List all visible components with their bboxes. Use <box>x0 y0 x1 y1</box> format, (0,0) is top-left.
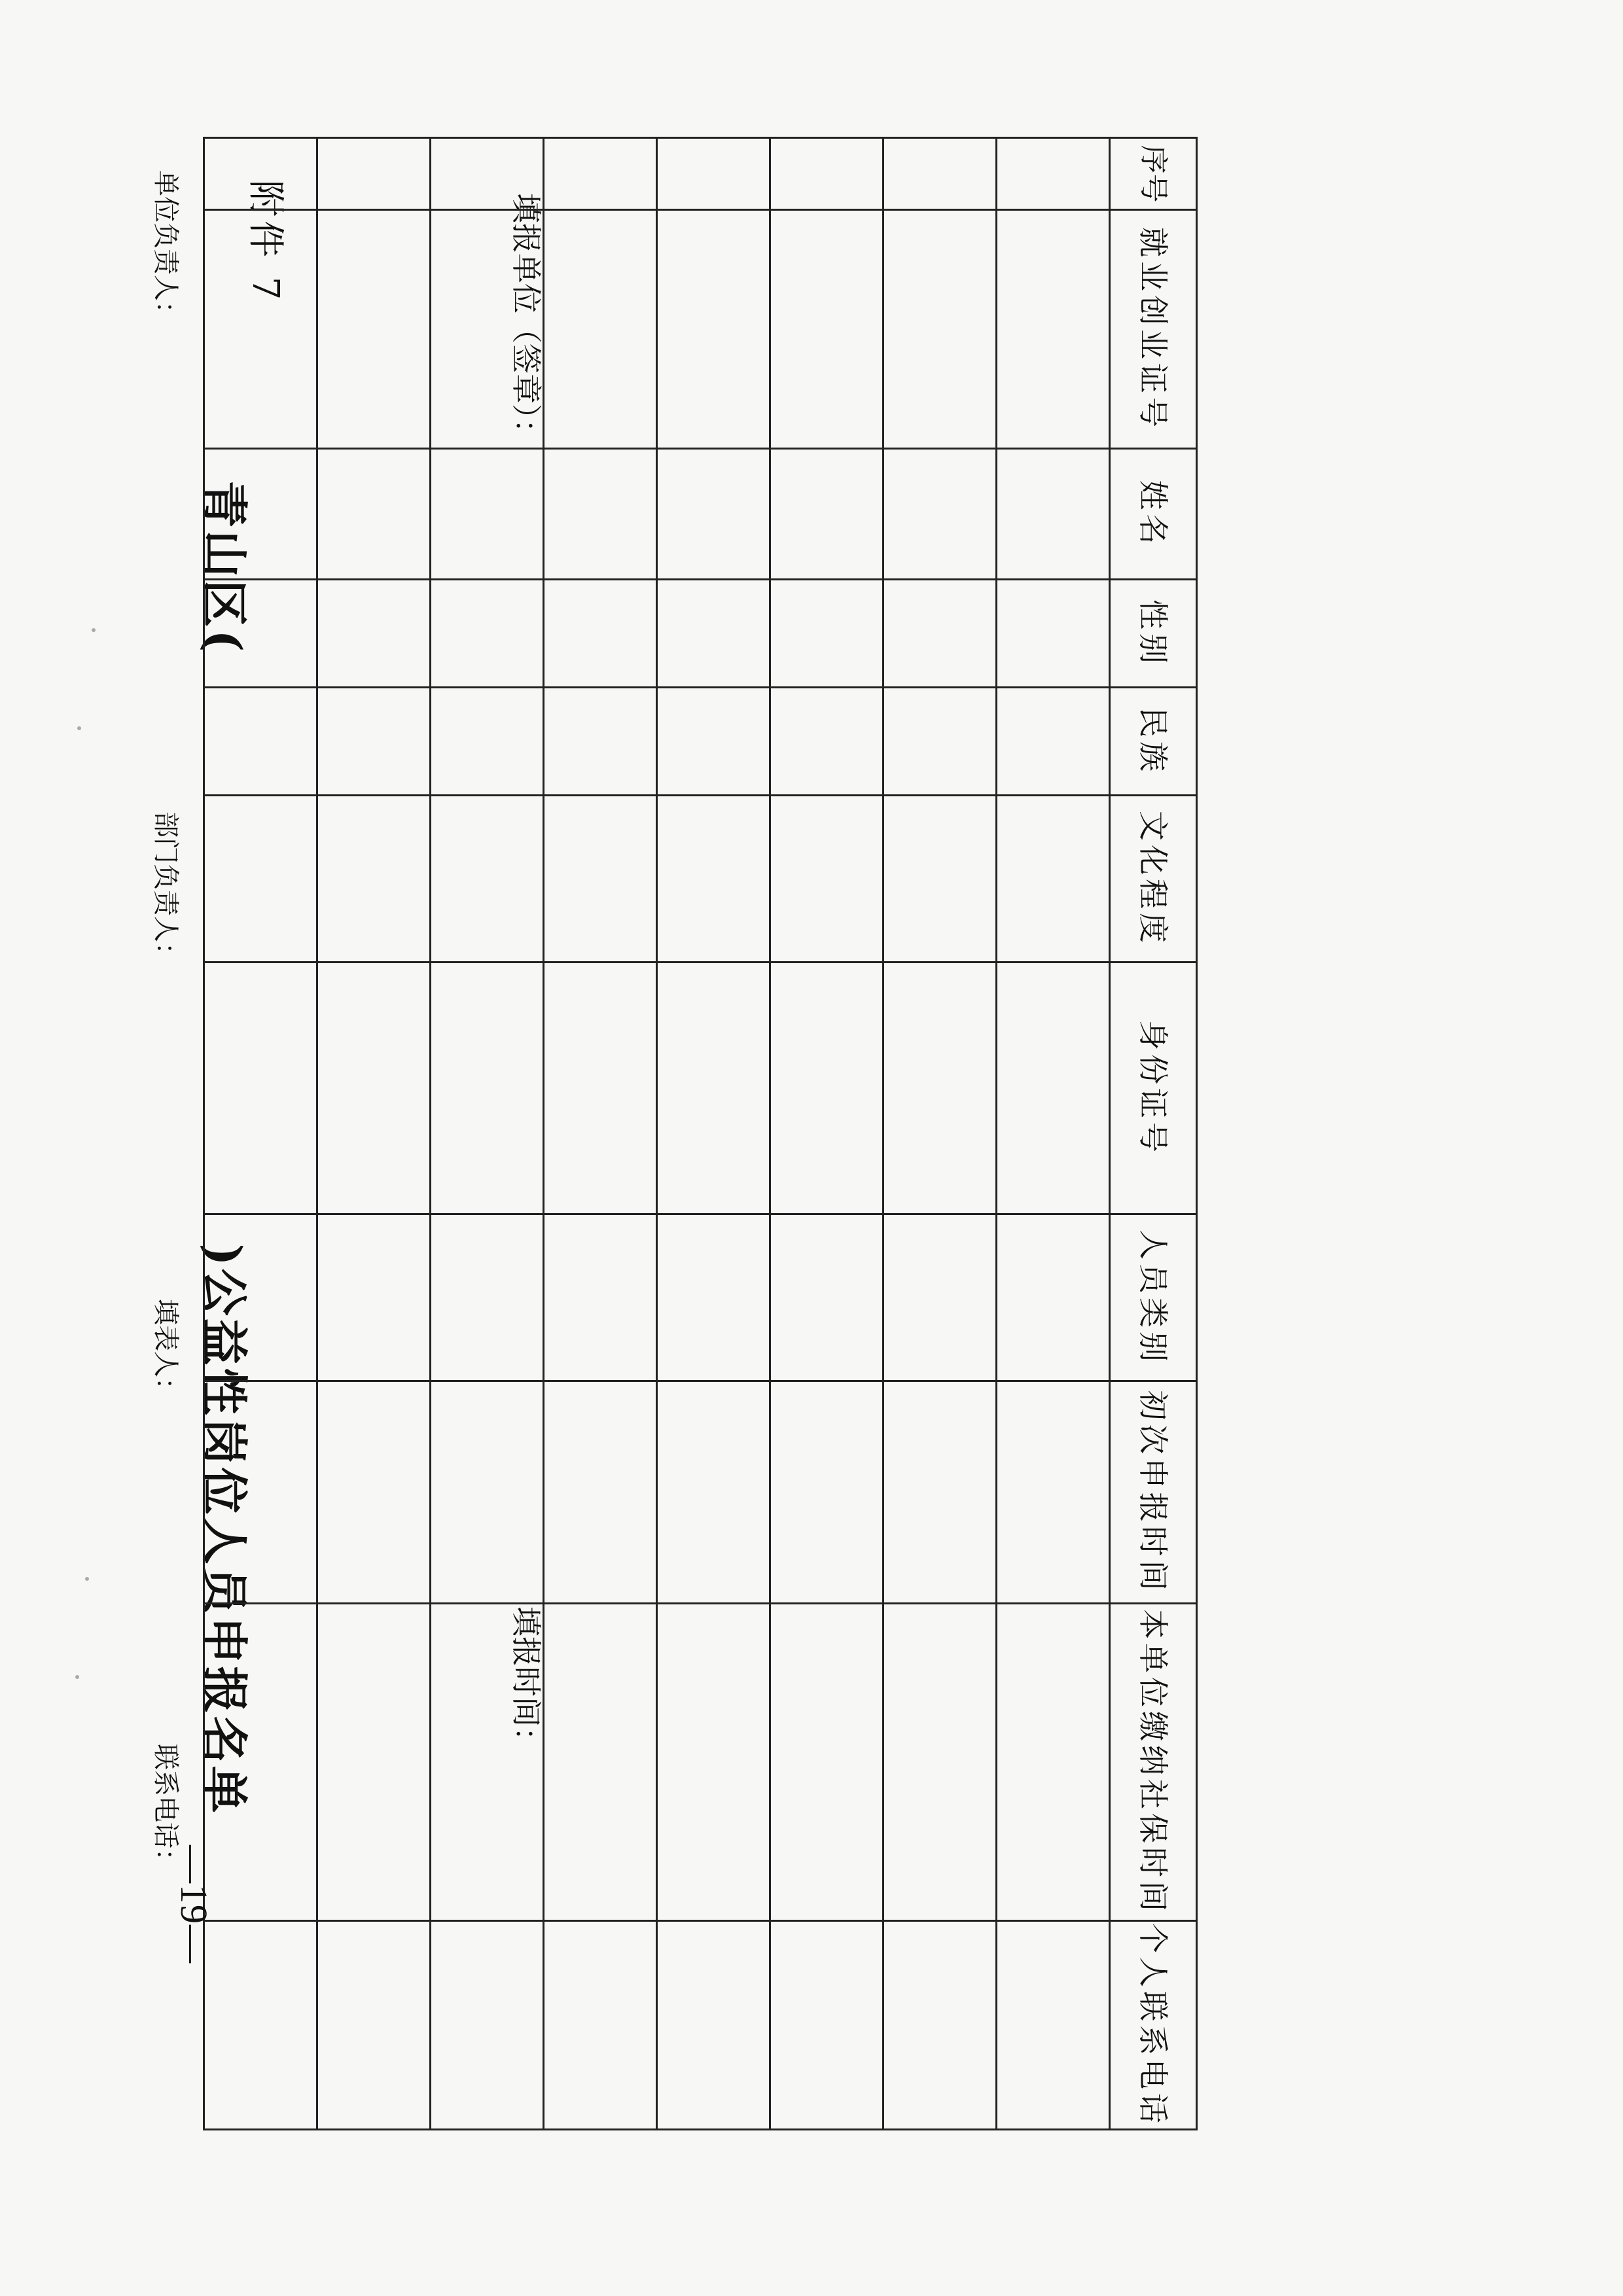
table-cell[interactable] <box>770 138 883 210</box>
table-cell[interactable] <box>317 1214 431 1381</box>
page-number: —19— <box>173 1845 215 1964</box>
table-cell[interactable] <box>431 963 544 1214</box>
table-cell[interactable] <box>431 210 544 449</box>
header-education: 文化程度 <box>1110 796 1197 963</box>
table-cell[interactable] <box>544 963 657 1214</box>
header-gender: 性别 <box>1110 580 1197 688</box>
table-row <box>317 138 431 2130</box>
table-cell[interactable] <box>997 210 1110 449</box>
table-cell[interactable] <box>657 210 770 449</box>
table-cell[interactable] <box>883 1214 997 1381</box>
footer-phone: 联系电话： <box>151 1744 181 1875</box>
scan-speck <box>92 628 96 632</box>
table-cell[interactable] <box>317 1381 431 1604</box>
table-cell[interactable] <box>544 580 657 688</box>
table-cell[interactable] <box>544 1921 657 2130</box>
footer-unit-head: 单位负责人： <box>151 170 181 327</box>
table-cell[interactable] <box>204 1604 317 1921</box>
table-cell[interactable] <box>770 210 883 449</box>
table-cell[interactable] <box>657 688 770 796</box>
table-cell[interactable] <box>431 1214 544 1381</box>
title-right: )公益性岗位人员申报名单 <box>196 1243 252 1816</box>
table-cell[interactable] <box>883 138 997 210</box>
table-cell[interactable] <box>431 1604 544 1921</box>
table-cell[interactable] <box>317 963 431 1214</box>
table-cell[interactable] <box>770 796 883 963</box>
table-row <box>657 138 770 2130</box>
table-cell[interactable] <box>431 688 544 796</box>
table-cell[interactable] <box>997 1381 1110 1604</box>
table-cell[interactable] <box>317 1921 431 2130</box>
header-first-apply-time: 初次申报时间 <box>1110 1381 1197 1604</box>
header-phone: 个人联系电话 <box>1110 1921 1197 2130</box>
table-cell[interactable] <box>204 1921 317 2130</box>
table-cell[interactable] <box>204 1381 317 1604</box>
table-cell[interactable] <box>997 796 1110 963</box>
footer-dept-head: 部门负责人： <box>151 811 181 968</box>
table-cell[interactable] <box>997 138 1110 210</box>
table-cell[interactable] <box>317 796 431 963</box>
table-cell[interactable] <box>431 449 544 580</box>
table-cell[interactable] <box>770 580 883 688</box>
table-cell[interactable] <box>883 1921 997 2130</box>
scan-speck <box>77 726 81 730</box>
table-cell[interactable] <box>770 1921 883 2130</box>
table-cell[interactable] <box>544 210 657 449</box>
table-cell[interactable] <box>317 449 431 580</box>
table-cell[interactable] <box>317 210 431 449</box>
header-category: 人员类别 <box>1110 1214 1197 1381</box>
table-row <box>431 138 544 2130</box>
table-cell[interactable] <box>770 963 883 1214</box>
title-left: 青山区( <box>196 480 252 655</box>
header-employment-cert: 就业创业证号 <box>1110 210 1197 449</box>
table-cell[interactable] <box>204 688 317 796</box>
table-cell[interactable] <box>204 963 317 1214</box>
table-row <box>770 138 883 2130</box>
table-cell[interactable] <box>431 138 544 210</box>
table-cell[interactable] <box>997 449 1110 580</box>
table-cell[interactable] <box>544 688 657 796</box>
table-cell[interactable] <box>431 796 544 963</box>
table-cell[interactable] <box>544 1604 657 1921</box>
header-row <box>1110 138 1197 2130</box>
header-index: 序号 <box>1110 138 1197 210</box>
table-cell[interactable] <box>431 580 544 688</box>
table-cell[interactable] <box>770 1214 883 1381</box>
table-cell[interactable] <box>431 1921 544 2130</box>
table-cell[interactable] <box>657 138 770 210</box>
table-row <box>883 138 997 2130</box>
scan-speck <box>75 1675 79 1679</box>
table-cell[interactable] <box>883 580 997 688</box>
table-cell[interactable] <box>883 963 997 1214</box>
table-cell[interactable] <box>204 138 317 210</box>
scan-speck <box>85 1577 89 1581</box>
table-cell[interactable] <box>657 1921 770 2130</box>
table-cell[interactable] <box>997 580 1110 688</box>
table-cell[interactable] <box>883 449 997 580</box>
table-row <box>204 138 317 2130</box>
table-cell[interactable] <box>204 580 317 688</box>
annex-label: 附件 7 <box>244 180 287 304</box>
table-cell[interactable] <box>883 210 997 449</box>
table-cell[interactable] <box>997 688 1110 796</box>
table-cell[interactable] <box>544 138 657 210</box>
table-cell[interactable] <box>204 1214 317 1381</box>
table-cell[interactable] <box>770 1381 883 1604</box>
table-cell[interactable] <box>544 449 657 580</box>
table-cell[interactable] <box>997 963 1110 1214</box>
table-cell[interactable] <box>657 796 770 963</box>
fill-time-label: 填报时间： <box>508 1606 544 1757</box>
header-social-security-time: 本单位缴纳社保时间 <box>1110 1604 1197 1921</box>
form-table-wrap <box>203 137 1198 2128</box>
table-cell[interactable] <box>657 963 770 1214</box>
table-cell[interactable] <box>317 1604 431 1921</box>
table-cell[interactable] <box>883 1604 997 1921</box>
table-cell[interactable] <box>657 449 770 580</box>
footer-filler: 填表人： <box>151 1299 181 1404</box>
table-cell[interactable] <box>997 1214 1110 1381</box>
table-cell[interactable] <box>883 1381 997 1604</box>
table-cell[interactable] <box>204 796 317 963</box>
table-cell[interactable] <box>431 1381 544 1604</box>
table-cell[interactable] <box>883 796 997 963</box>
table-cell[interactable] <box>317 688 431 796</box>
fill-unit-label: 填报单位（签章）： <box>508 193 544 449</box>
header-id-number: 身份证号 <box>1110 963 1197 1214</box>
table-cell[interactable] <box>317 580 431 688</box>
table-cell[interactable] <box>657 1381 770 1604</box>
table-cell[interactable] <box>883 688 997 796</box>
table-cell[interactable] <box>544 796 657 963</box>
table-cell[interactable] <box>204 449 317 580</box>
table-row <box>544 138 657 2130</box>
table-cell[interactable] <box>544 1214 657 1381</box>
table-cell[interactable] <box>544 1381 657 1604</box>
table-row <box>997 138 1110 2130</box>
table-cell[interactable] <box>770 449 883 580</box>
form-table <box>203 137 1198 2130</box>
table-cell[interactable] <box>770 1604 883 1921</box>
table-cell[interactable] <box>317 138 431 210</box>
table-cell[interactable] <box>770 688 883 796</box>
table-cell[interactable] <box>657 580 770 688</box>
table-cell[interactable] <box>204 210 317 449</box>
form-body <box>204 138 1110 2130</box>
header-ethnicity: 民族 <box>1110 688 1197 796</box>
header-name: 姓名 <box>1110 449 1197 580</box>
table-cell[interactable] <box>997 1604 1110 1921</box>
table-cell[interactable] <box>997 1921 1110 2130</box>
table-cell[interactable] <box>657 1604 770 1921</box>
table-cell[interactable] <box>657 1214 770 1381</box>
